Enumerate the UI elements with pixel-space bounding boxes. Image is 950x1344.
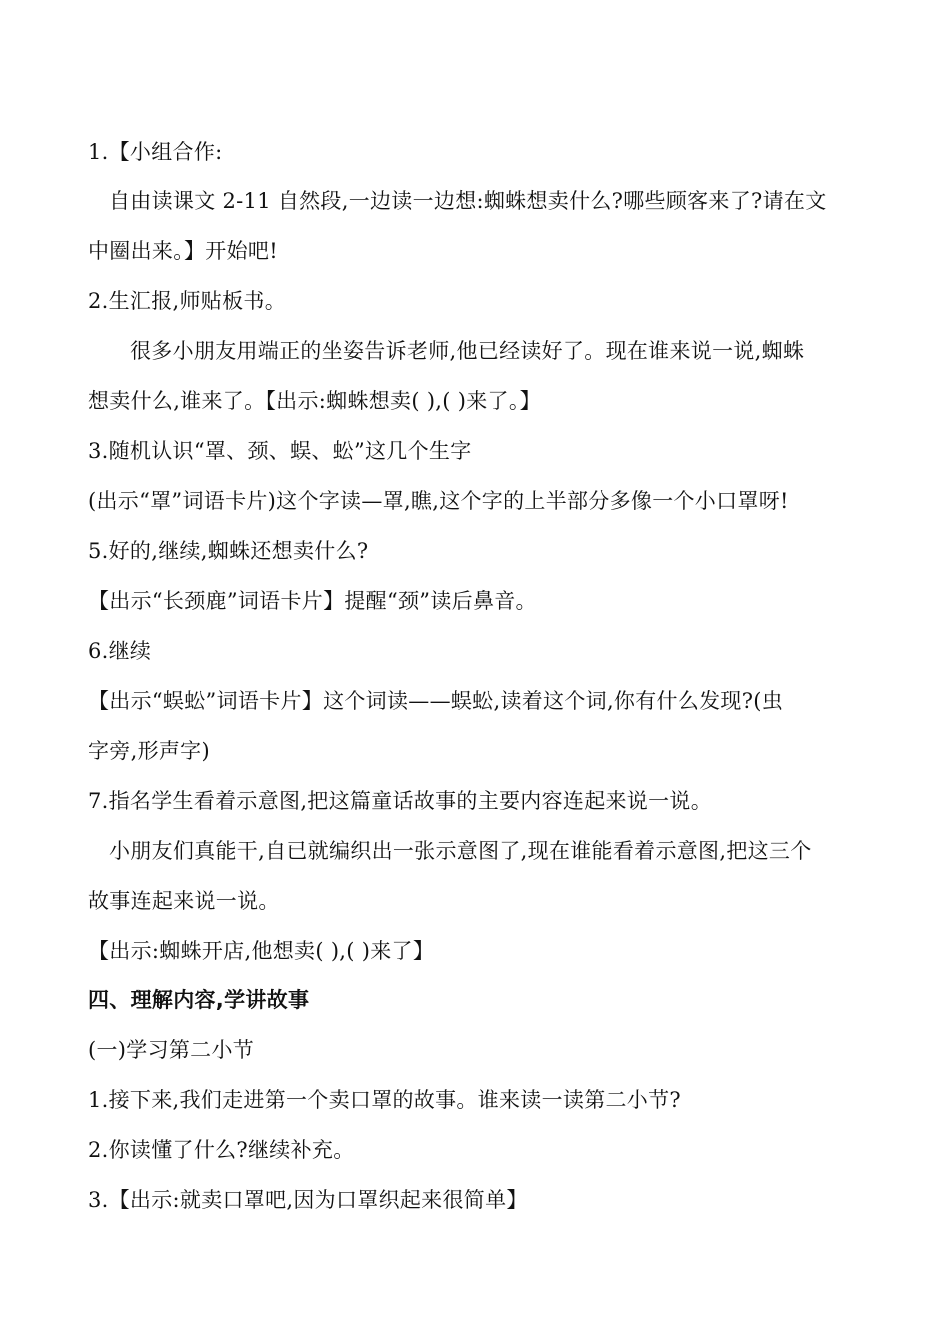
text-line: 5.好的,继续,蜘蛛还想卖什么? — [88, 539, 369, 563]
text-line: 自由读课文 2-11 自然段,一边读一边想:蜘蛛想卖什么?哪些顾客来了?请在文 — [109, 189, 827, 213]
text-line: (出示“罩”词语卡片)这个字读—罩,瞧,这个字的上半部分多像一个小口罩呀! — [88, 489, 789, 513]
subsection-heading: (一)学习第二小节 — [88, 1038, 255, 1062]
text-line: 2.生汇报,师贴板书。 — [88, 289, 287, 313]
text-line: 7.指名学生看着示意图,把这篇童话故事的主要内容连起来说一说。 — [88, 789, 713, 813]
text-line: 【出示“长颈鹿”词语卡片】提醒“颈”读后鼻音。 — [88, 589, 537, 613]
text-line: 【出示:蜘蛛开店,他想卖( ),( )来了】 — [88, 939, 435, 963]
text-line: 故事连起来说一说。 — [88, 889, 280, 913]
text-line: 1.【小组合作: — [88, 140, 223, 164]
text-line: 3.【出示:就卖口罩吧,因为口罩织起来很简单】 — [88, 1188, 528, 1212]
text-line: 很多小朋友用端正的坐姿告诉老师,他已经读好了。现在谁来说一说,蜘蛛 — [130, 339, 805, 363]
text-line: 小朋友们真能干,自已就编织出一张示意图了,现在谁能看着示意图,把这三个 — [109, 839, 812, 863]
text-line: 6.继续 — [88, 639, 152, 663]
text-line: 中圈出来。】开始吧! — [88, 239, 278, 263]
text-line: 3.随机认识“罩、颈、蜈、蚣”这几个生字 — [88, 439, 472, 463]
text-line: 想卖什么,谁来了。【出示:蜘蛛想卖( ),( )来了。】 — [88, 389, 541, 413]
text-line: 字旁,形声字) — [88, 739, 210, 763]
text-line: 【出示“蜈蚣”词语卡片】这个词读——蜈蚣,读着这个词,你有什么发现?(虫 — [88, 689, 784, 713]
text-line: 1.接下来,我们走进第一个卖口罩的故事。谁来读一读第二小节? — [88, 1088, 681, 1112]
section-heading: 四、理解内容,学讲故事 — [88, 988, 310, 1012]
text-line: 2.你读懂了什么?继续补充。 — [88, 1138, 355, 1162]
